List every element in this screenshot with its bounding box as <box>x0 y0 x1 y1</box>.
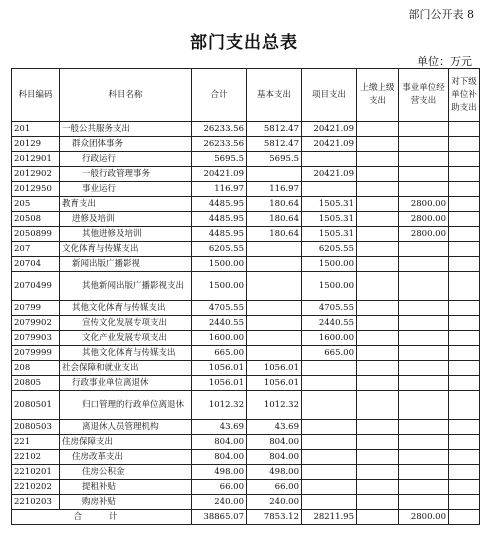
total-project: 28211.95 <box>302 510 357 525</box>
lower-cell <box>449 316 480 331</box>
upper-cell <box>357 182 399 197</box>
business-cell <box>399 272 449 301</box>
code-cell: 221 <box>12 435 60 450</box>
lower-cell <box>449 197 480 212</box>
table-row <box>12 257 480 272</box>
basic-cell: 804.00 <box>247 435 302 450</box>
business-cell <box>399 465 449 480</box>
project-cell: 2440.55 <box>302 316 357 331</box>
upper-cell <box>357 391 399 420</box>
upper-cell <box>357 465 399 480</box>
basic-cell <box>247 301 302 316</box>
name-cell: 行政事业单位离退休 <box>60 376 192 391</box>
business-cell <box>399 450 449 465</box>
upper-cell <box>357 167 399 182</box>
lower-cell <box>449 122 480 137</box>
business-cell <box>399 182 449 197</box>
upper-cell <box>357 242 399 257</box>
basic-cell: 180.64 <box>247 227 302 242</box>
total-cell: 804.00 <box>192 435 247 450</box>
code-cell: 2210203 <box>12 495 60 510</box>
name-cell: 住房改革支出 <box>60 450 192 465</box>
code-cell: 2210201 <box>12 465 60 480</box>
code-cell: 2080501 <box>12 391 60 420</box>
total-cell: 6205.55 <box>192 242 247 257</box>
lower-cell <box>449 391 480 420</box>
name-cell: 行政运行 <box>60 152 192 167</box>
basic-cell: 5695.5 <box>247 152 302 167</box>
column-header: 事业单位经营支出 <box>399 69 449 122</box>
total-cell: 20421.09 <box>192 167 247 182</box>
upper-cell <box>357 227 399 242</box>
project-cell: 20421.09 <box>302 137 357 152</box>
code-cell: 20129 <box>12 137 60 152</box>
upper-cell <box>357 152 399 167</box>
upper-cell <box>357 376 399 391</box>
lower-cell <box>449 495 480 510</box>
basic-cell: 498.00 <box>247 465 302 480</box>
name-cell: 其他文化体育与传媒支出 <box>60 301 192 316</box>
name-cell: 社会保障和就业支出 <box>60 361 192 376</box>
name-cell: 教育支出 <box>60 197 192 212</box>
name-cell: 其他进修及培训 <box>60 227 192 242</box>
name-cell: 一般公共服务支出 <box>60 122 192 137</box>
total-cell: 4485.95 <box>192 212 247 227</box>
lower-cell <box>449 346 480 361</box>
table-row <box>12 316 480 331</box>
upper-cell <box>357 272 399 301</box>
total-upper <box>357 510 399 525</box>
basic-cell <box>247 272 302 301</box>
table-row <box>12 331 480 346</box>
project-cell: 1500.00 <box>302 257 357 272</box>
project-cell <box>302 376 357 391</box>
table-row <box>12 122 480 137</box>
total-cell: 804.00 <box>192 450 247 465</box>
upper-cell <box>357 450 399 465</box>
code-cell: 2079903 <box>12 331 60 346</box>
total-cell: 665.00 <box>192 346 247 361</box>
table-row <box>12 272 480 301</box>
table-row <box>12 346 480 361</box>
basic-cell <box>247 242 302 257</box>
business-cell <box>399 495 449 510</box>
name-cell: 离退休人员管理机构 <box>60 420 192 435</box>
basic-cell: 1056.01 <box>247 361 302 376</box>
code-cell: 2050899 <box>12 227 60 242</box>
lower-cell <box>449 212 480 227</box>
code-cell: 20799 <box>12 301 60 316</box>
total-cell: 1600.00 <box>192 331 247 346</box>
business-cell <box>399 391 449 420</box>
total-cell: 1500.00 <box>192 257 247 272</box>
name-cell: 住房公积金 <box>60 465 192 480</box>
business-cell <box>399 346 449 361</box>
project-cell: 665.00 <box>302 346 357 361</box>
lower-cell <box>449 376 480 391</box>
table-number-label: 部门公开表 8 <box>408 8 474 21</box>
column-header: 科目名称 <box>60 69 192 122</box>
table-row <box>12 420 480 435</box>
name-cell: 宣传文化发展专项支出 <box>60 316 192 331</box>
business-cell <box>399 152 449 167</box>
name-cell: 其他新闻出版广播影视支出 <box>60 272 192 301</box>
name-cell: 住房保障支出 <box>60 435 192 450</box>
basic-cell: 43.69 <box>247 420 302 435</box>
project-cell: 1600.00 <box>302 331 357 346</box>
table-header-row <box>12 69 480 122</box>
name-cell: 购房补贴 <box>60 495 192 510</box>
basic-cell: 5812.47 <box>247 137 302 152</box>
total-cell: 4485.95 <box>192 197 247 212</box>
code-cell: 2012950 <box>12 182 60 197</box>
lower-cell <box>449 435 480 450</box>
business-cell <box>399 331 449 346</box>
table-row <box>12 152 480 167</box>
upper-cell <box>357 122 399 137</box>
code-cell: 2012901 <box>12 152 60 167</box>
total-business: 2800.00 <box>399 510 449 525</box>
table-row <box>12 301 480 316</box>
total-cell: 1056.01 <box>192 361 247 376</box>
code-cell: 20508 <box>12 212 60 227</box>
upper-cell <box>357 316 399 331</box>
project-cell <box>302 450 357 465</box>
total-cell: 498.00 <box>192 465 247 480</box>
total-cell: 5695.5 <box>192 152 247 167</box>
total-cell: 43.69 <box>192 420 247 435</box>
table-row <box>12 242 480 257</box>
project-cell <box>302 420 357 435</box>
business-cell <box>399 167 449 182</box>
name-cell: 事业运行 <box>60 182 192 197</box>
column-header: 基本支出 <box>247 69 302 122</box>
table-row <box>12 212 480 227</box>
business-cell: 2800.00 <box>399 212 449 227</box>
table-row <box>12 450 480 465</box>
business-cell <box>399 435 449 450</box>
code-cell: 22102 <box>12 450 60 465</box>
name-cell: 其他文化体育与传媒支出 <box>60 346 192 361</box>
lower-cell <box>449 361 480 376</box>
lower-cell <box>449 257 480 272</box>
upper-cell <box>357 257 399 272</box>
table-row <box>12 465 480 480</box>
business-cell <box>399 257 449 272</box>
lower-cell <box>449 182 480 197</box>
lower-cell <box>449 450 480 465</box>
basic-cell: 5812.47 <box>247 122 302 137</box>
table-body <box>12 122 480 510</box>
project-cell <box>302 152 357 167</box>
project-cell <box>302 391 357 420</box>
project-cell <box>302 465 357 480</box>
upper-cell <box>357 495 399 510</box>
upper-cell <box>357 361 399 376</box>
basic-cell <box>247 167 302 182</box>
code-cell: 20704 <box>12 257 60 272</box>
lower-cell <box>449 420 480 435</box>
total-lower <box>449 510 480 525</box>
table-row <box>12 227 480 242</box>
basic-cell <box>247 316 302 331</box>
upper-cell <box>357 331 399 346</box>
business-cell <box>399 122 449 137</box>
basic-cell: 66.00 <box>247 480 302 495</box>
table-row <box>12 167 480 182</box>
upper-cell <box>357 480 399 495</box>
total-cell: 4485.95 <box>192 227 247 242</box>
project-cell: 4705.55 <box>302 301 357 316</box>
total-sum: 38865.07 <box>192 510 247 525</box>
business-cell <box>399 420 449 435</box>
lower-cell <box>449 272 480 301</box>
name-cell: 文化产业发展专项支出 <box>60 331 192 346</box>
upper-cell <box>357 212 399 227</box>
table-row <box>12 197 480 212</box>
table-row <box>12 361 480 376</box>
business-cell <box>399 376 449 391</box>
total-cell: 26233.56 <box>192 137 247 152</box>
business-cell <box>399 480 449 495</box>
total-cell: 26233.56 <box>192 122 247 137</box>
project-cell <box>302 182 357 197</box>
total-cell: 1056.01 <box>192 376 247 391</box>
business-cell <box>399 242 449 257</box>
project-cell: 20421.09 <box>302 167 357 182</box>
project-cell: 1505.31 <box>302 227 357 242</box>
business-cell <box>399 361 449 376</box>
basic-cell: 1012.32 <box>247 391 302 420</box>
total-cell: 1500.00 <box>192 272 247 301</box>
basic-cell: 116.97 <box>247 182 302 197</box>
code-cell: 201 <box>12 122 60 137</box>
project-cell: 1505.31 <box>302 212 357 227</box>
basic-cell <box>247 346 302 361</box>
name-cell: 进修及培训 <box>60 212 192 227</box>
project-cell <box>302 495 357 510</box>
lower-cell <box>449 480 480 495</box>
business-cell <box>399 301 449 316</box>
code-cell: 207 <box>12 242 60 257</box>
lower-cell <box>449 242 480 257</box>
code-cell: 2079999 <box>12 346 60 361</box>
lower-cell <box>449 167 480 182</box>
code-cell: 2070499 <box>12 272 60 301</box>
table-row <box>12 376 480 391</box>
basic-cell: 804.00 <box>247 450 302 465</box>
upper-cell <box>357 346 399 361</box>
name-cell: 一般行政管理事务 <box>60 167 192 182</box>
table-row <box>12 480 480 495</box>
business-cell <box>399 316 449 331</box>
project-cell: 20421.09 <box>302 122 357 137</box>
project-cell <box>302 361 357 376</box>
name-cell: 新闻出版广播影视 <box>60 257 192 272</box>
total-cell: 1012.32 <box>192 391 247 420</box>
basic-cell: 1056.01 <box>247 376 302 391</box>
expenditure-table <box>11 68 480 525</box>
upper-cell <box>357 435 399 450</box>
basic-cell <box>247 331 302 346</box>
lower-cell <box>449 301 480 316</box>
total-cell: 4705.55 <box>192 301 247 316</box>
column-header: 科目编码 <box>12 69 60 122</box>
table-row <box>12 182 480 197</box>
project-cell <box>302 435 357 450</box>
code-cell: 2080503 <box>12 420 60 435</box>
total-cell: 116.97 <box>192 182 247 197</box>
column-header: 上缴上级支出 <box>357 69 399 122</box>
upper-cell <box>357 137 399 152</box>
basic-cell: 240.00 <box>247 495 302 510</box>
upper-cell <box>357 301 399 316</box>
code-cell: 20805 <box>12 376 60 391</box>
name-cell: 文化体育与传媒支出 <box>60 242 192 257</box>
project-cell: 1500.00 <box>302 272 357 301</box>
name-cell: 群众团体事务 <box>60 137 192 152</box>
code-cell: 2210202 <box>12 480 60 495</box>
column-header: 项目支出 <box>302 69 357 122</box>
code-cell: 208 <box>12 361 60 376</box>
total-cell: 66.00 <box>192 480 247 495</box>
basic-cell: 180.64 <box>247 212 302 227</box>
total-cell: 2440.55 <box>192 316 247 331</box>
lower-cell <box>449 465 480 480</box>
code-cell: 2079902 <box>12 316 60 331</box>
table-row <box>12 495 480 510</box>
lower-cell <box>449 331 480 346</box>
page-title: 部门支出总表 <box>190 33 298 53</box>
table-row <box>12 435 480 450</box>
total-row <box>12 510 480 525</box>
code-cell: 205 <box>12 197 60 212</box>
business-cell: 2800.00 <box>399 227 449 242</box>
project-cell <box>302 480 357 495</box>
name-cell: 归口管理的行政单位离退休 <box>60 391 192 420</box>
basic-cell: 180.64 <box>247 197 302 212</box>
name-cell: 提租补贴 <box>60 480 192 495</box>
total-basic: 7853.12 <box>247 510 302 525</box>
code-cell: 2012902 <box>12 167 60 182</box>
total-cell: 240.00 <box>192 495 247 510</box>
table-row <box>12 391 480 420</box>
column-header: 对下级单位补助支出 <box>449 69 480 122</box>
lower-cell <box>449 227 480 242</box>
table-row <box>12 137 480 152</box>
lower-cell <box>449 152 480 167</box>
project-cell: 6205.55 <box>302 242 357 257</box>
basic-cell <box>247 257 302 272</box>
lower-cell <box>449 137 480 152</box>
business-cell: 2800.00 <box>399 197 449 212</box>
total-label: 合 计 <box>12 510 192 525</box>
business-cell <box>399 137 449 152</box>
project-cell: 1505.31 <box>302 197 357 212</box>
upper-cell <box>357 197 399 212</box>
unit-label: 单位：万元 <box>417 55 472 68</box>
upper-cell <box>357 420 399 435</box>
column-header: 合计 <box>192 69 247 122</box>
